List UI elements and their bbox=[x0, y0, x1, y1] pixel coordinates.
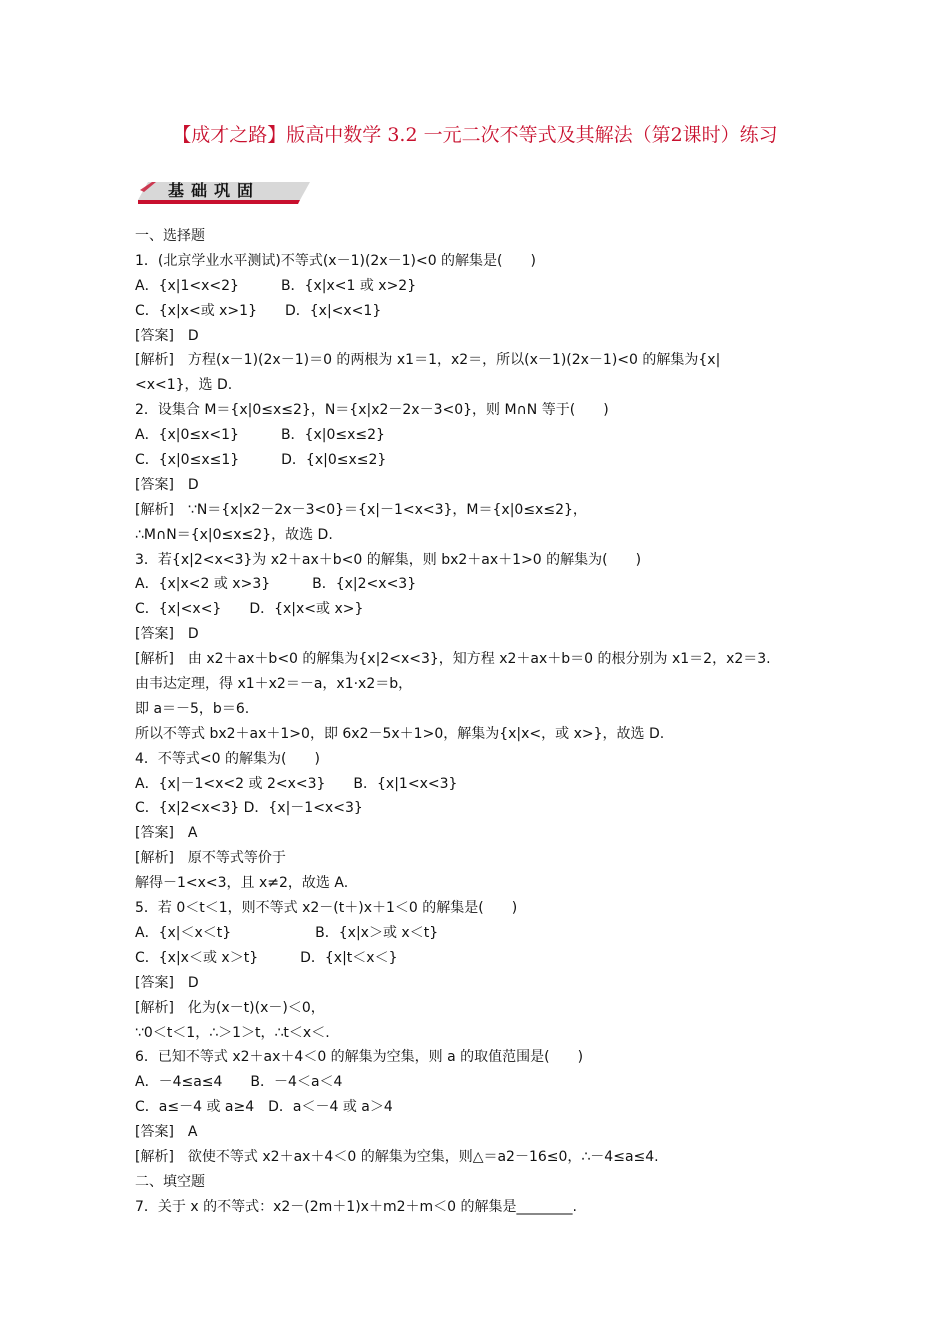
text-line: ∵0＜t＜1，∴＞1＞t，∴t＜x＜. bbox=[135, 1024, 330, 1041]
text-line: [解析] ∵N＝{x|x2－2x－3<0}＝{x|－1<x<3}，M＝{x|0≤x≤2}， bbox=[135, 501, 587, 518]
text-line: 4．不等式<0 的解集为( ) bbox=[135, 750, 320, 767]
text-line: <x<1}，选 D. bbox=[135, 377, 233, 394]
text-line: C．{x|0≤x≤1} D．{x|0≤x≤2} bbox=[135, 452, 387, 469]
text-line: 即 a＝－5，b＝6. bbox=[135, 700, 250, 717]
text-line: [答案] D bbox=[135, 476, 199, 493]
text-line: 一、选择题 bbox=[135, 228, 205, 244]
text-line: [答案] D bbox=[135, 626, 199, 643]
text-line: A．{x|x<2 或 x>3} B．{x|2<x<3} bbox=[135, 576, 417, 593]
text-line: C．a≤－4 或 a≥4 D．a＜－4 或 a＞4 bbox=[135, 1099, 393, 1116]
text-line: 所以不等式 bx2＋ax＋1>0，即 6x2－5x＋1>0，解集为{x|x<，或 x>}，故选 D. bbox=[135, 725, 665, 742]
text-line: A．{x|1<x<2} B．{x|x<1 或 x>2} bbox=[135, 277, 417, 294]
text-line: [解析] 化为(x－t)(x－)＜0， bbox=[135, 999, 325, 1016]
page-title: 【成才之路】版高中数学 3.2 一元二次不等式及其解法（第2课时）练习 bbox=[172, 124, 778, 146]
text-line: A．{x|－1<x<2 或 2<x<3} B．{x|1<x<3} bbox=[135, 775, 458, 792]
text-line: [解析] 由 x2＋ax＋b<0 的解集为{x|2<x<3}，知方程 x2＋ax＋b＝0 的根分别为 x1＝2，x2＝3. bbox=[135, 651, 771, 668]
text-line: A．－4≤a≤4 B．－4＜a＜4 bbox=[135, 1074, 343, 1091]
text-line: C．{x|<x<} D．{x|x<或 x>} bbox=[135, 601, 364, 618]
text-line: ∴M∩N＝{x|0≤x≤2}，故选 D. bbox=[135, 526, 333, 543]
text-line: 2．设集合 M＝{x|0≤x≤2}，N＝{x|x2－2x－3<0}，则 M∩N 等于( ) bbox=[135, 402, 609, 419]
text-line: [答案] D bbox=[135, 974, 199, 991]
text-line: A．{x|0≤x<1} B．{x|0≤x≤2} bbox=[135, 427, 385, 444]
text-line: [答案] A bbox=[135, 1124, 198, 1141]
text-line: C．{x|x＜或 x＞t} D．{x|t＜x＜} bbox=[135, 949, 398, 966]
text-line: 解得－1<x<3，且 x≠2，故选 A. bbox=[135, 875, 349, 892]
section-banner bbox=[138, 176, 310, 206]
document-body bbox=[135, 224, 815, 1220]
text-line: [解析] 欲使不等式 x2＋ax＋4＜0 的解集为空集，则△＝a2－16≤0，∴－4≤a≤4. bbox=[135, 1148, 659, 1165]
text-line: 6．已知不等式 x2＋ax＋4＜0 的解集为空集，则 a 的取值范围是( ) bbox=[135, 1049, 584, 1066]
text-line: 5．若 0＜t＜1，则不等式 x2－(t＋)x＋1＜0 的解集是( ) bbox=[135, 900, 518, 917]
banner-label: 基础巩固 bbox=[168, 181, 261, 200]
text-line: [答案] D bbox=[135, 327, 199, 344]
text-line: 由韦达定理，得 x1＋x2＝－a，x1·x2＝b， bbox=[135, 676, 413, 693]
text-line: A．{x|＜x＜t} B．{x|x＞或 x＜t} bbox=[135, 924, 439, 941]
text-line: 1．(北京学业水平测试)不等式(x－1)(2x－1)<0 的解集是( ) bbox=[135, 252, 536, 269]
text-line: [解析] 方程(x－1)(2x－1)＝0 的两根为 x1＝1，x2＝，所以(x－1)(2x－1)<0 的解集为{x| bbox=[135, 352, 721, 369]
text-line: C．{x|2<x<3} D．{x|－1<x<3} bbox=[135, 800, 363, 817]
text-line: 7．关于 x 的不等式：x2－(2m＋1)x＋m2＋m＜0 的解集是________. bbox=[135, 1198, 577, 1215]
text-line: [答案] A bbox=[135, 825, 198, 842]
text-line: C．{x|x<或 x>1} D．{x|<x<1} bbox=[135, 302, 382, 319]
text-line: 3．若{x|2<x<3}为 x2＋ax＋b<0 的解集，则 bx2＋ax＋1>0 的解集为( ) bbox=[135, 551, 642, 568]
text-line: [解析] 原不等式等价于 bbox=[135, 850, 286, 867]
text-line: 二、填空题 bbox=[135, 1173, 205, 1190]
